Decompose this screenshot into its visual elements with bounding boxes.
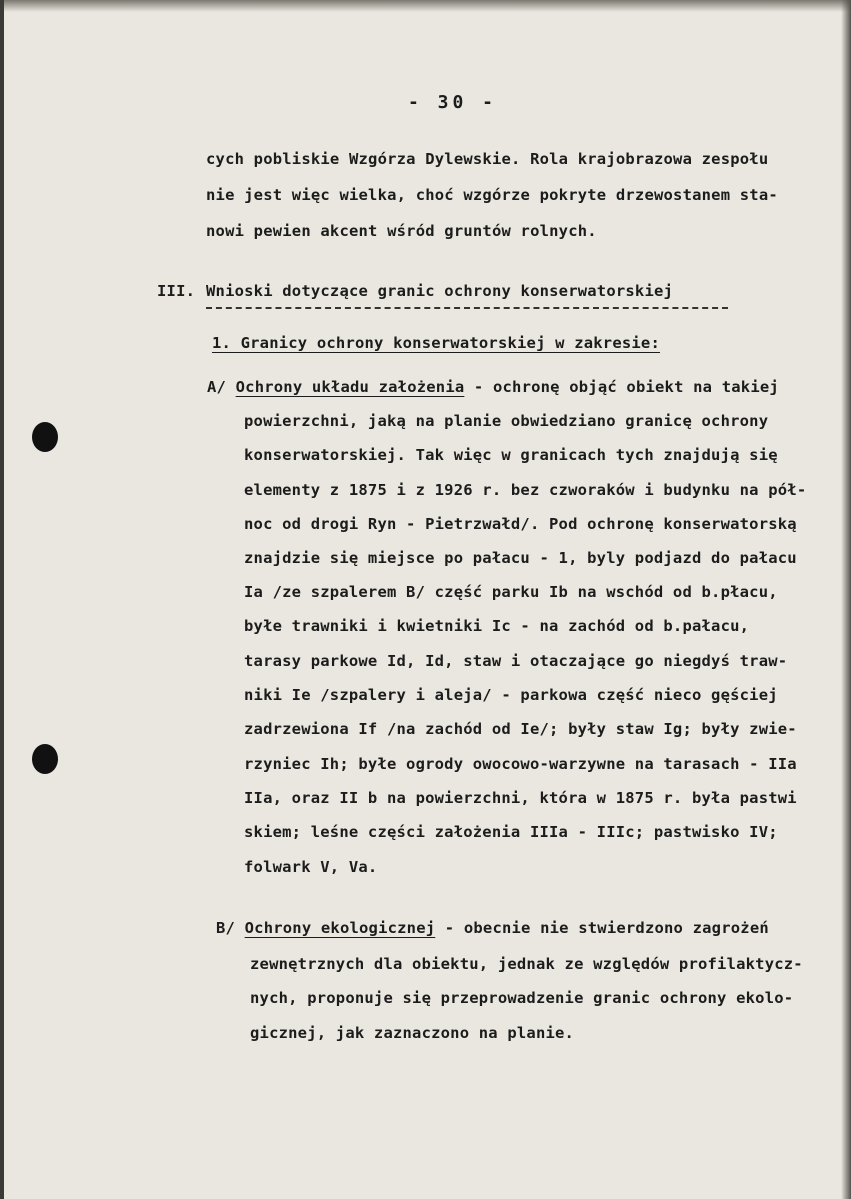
item-a-line: skiem; leśne części założenia IIIa - IIIc; pastwisko IV;	[244, 823, 778, 841]
item-a-line: noc od drogi Ryn - Pietrzwałd/. Pod ochronę konserwatorską	[244, 515, 797, 533]
item-a-line: Ia /ze szpalerem B/ część parku Ib na wschód od b.płacu,	[244, 583, 778, 601]
item-a-line: niki Ie /szpalery i aleja/ - parkowa część nieco gęściej	[244, 686, 778, 704]
punch-hole-bottom	[32, 744, 58, 774]
scan-edge-right	[841, 0, 851, 1199]
intro-line: cych pobliskie Wzgórza Dylewskie. Rola krajobrazowa zespołu	[206, 150, 769, 168]
section-title: Wnioski dotyczące granic ochrony konserwatorskiej	[206, 282, 674, 300]
page-number: - 30 -	[408, 92, 498, 113]
item-a-first-line-rest: - ochronę objąć obiekt na takiej	[464, 378, 779, 396]
item-b-line: zewnętrznych dla obiektu, jednak ze względów profilaktycz-	[250, 955, 803, 973]
subsection-title: 1. Granicy ochrony konserwatorskiej w zakresie:	[212, 334, 660, 352]
item-a-line: konserwatorskiej. Tak więc w granicach tych znajdują się	[244, 446, 778, 464]
section-number: III.	[157, 282, 196, 300]
item-b-line: gicznej, jak zaznaczono na planie.	[250, 1024, 575, 1042]
intro-line: nie jest więc wielka, choć wzgórze pokryte drzewostanem sta-	[206, 186, 778, 204]
item-b-first-line	[216, 919, 769, 937]
item-a-line: znajdzie się miejsce po pałacu - 1, byly podjazd do pałacu	[244, 549, 797, 567]
item-b-marker: B/	[216, 919, 236, 937]
item-a-line: powierzchni, jaką na planie obwiedziano granicę ochrony	[244, 412, 769, 430]
item-a-line: rzyniec Ih; byłe ogrody owocowo-warzywne na tarasach - IIa	[244, 755, 797, 773]
item-a-line: byłe trawniki i kwietniki Ic - na zachód od b.pałacu,	[244, 617, 750, 635]
item-b-first-line-rest: - obecnie nie stwierdzono zagrożeń	[435, 919, 769, 937]
item-b-label: Ochrony ekologicznej	[244, 919, 436, 937]
scan-edge-top	[0, 0, 851, 12]
scan-edge-left	[0, 0, 4, 1199]
punch-hole-top	[32, 422, 58, 452]
item-a-label: Ochrony układu założenia	[235, 378, 465, 396]
item-a-line: tarasy parkowe Id, Id, staw i otaczające go niegdyś traw-	[244, 652, 788, 670]
item-a-marker: A/	[207, 378, 227, 396]
section-title-underline	[206, 307, 728, 309]
item-b-line: nych, proponuje się przeprowadzenie granic ochrony ekolo-	[250, 989, 794, 1007]
intro-line: nowi pewien akcent wśród gruntów rolnych.	[206, 222, 597, 240]
item-a-line: folwark V, Va.	[244, 858, 378, 876]
item-a-line: IIa, oraz II b na powierzchni, która w 1875 r. była pastwi	[244, 789, 797, 807]
item-a-line: zadrzewiona If /na zachód od Ie/; były staw Ig; były zwie-	[244, 720, 797, 738]
item-a-line: elementy z 1875 i z 1926 r. bez czworaków i budynku na pół-	[244, 481, 807, 499]
item-a-first-line	[207, 378, 779, 396]
